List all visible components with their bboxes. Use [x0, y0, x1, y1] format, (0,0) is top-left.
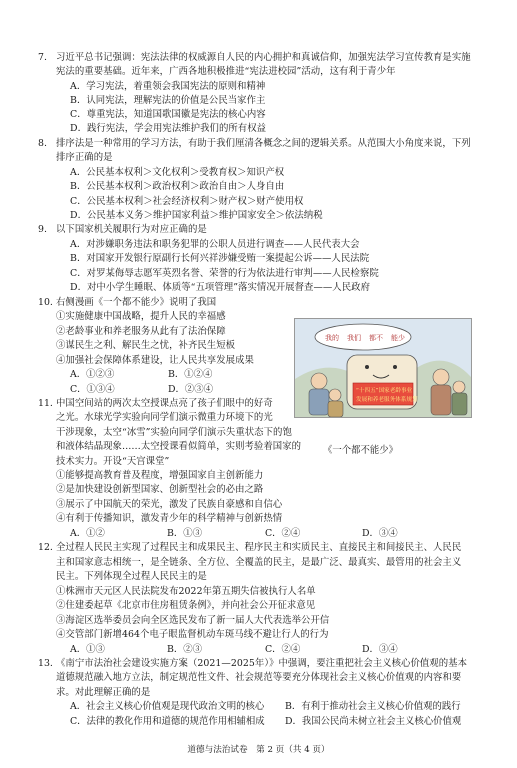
question-11-stem-line: 和液体结晶现象……太空授课看似简单，实则考验着国家的 — [56, 441, 302, 452]
question-13-number: 13. — [38, 658, 53, 669]
question-7-stem-line: 宪法的重要基础。近年来，广西各地积极推进“宪法进校园”活动，这有利于青少年 — [56, 66, 396, 77]
question-9-option-c: C．对罗某侮辱志愿军英烈名誉、荣誉的行为依法进行审判——人民检察院 — [70, 268, 379, 279]
question-11-number: 11. — [38, 398, 53, 409]
question-11-choice-c: C．②④ — [265, 528, 301, 539]
question-13-stem-line: 求。对此理解正确的是 — [56, 687, 151, 698]
question-12-choice-b: B．②③ — [167, 644, 203, 655]
question-12-statement: ①株洲市天元区人民法院发布2022年第五期失信被执行人名单 — [56, 586, 316, 597]
question-11-stem-line: 技术实力。开设“天宫课堂” — [56, 456, 170, 467]
question-9-number: 9. — [38, 224, 47, 235]
question-12-number: 12. — [38, 542, 53, 553]
question-12-stem-line: 民主。下列体现全过程人民民主的是 — [56, 571, 207, 582]
question-13-choice-b: B．有利于推动社会主义核心价值观的践行 — [285, 701, 461, 712]
question-11-stem-line: 干涉现象，太空“冰雪”实验向同学们演示失重状态下的饱 — [56, 427, 292, 438]
question-7-option-d: D．践行宪法，学会用宪法维护我们的所有权益 — [70, 123, 267, 134]
question-8-number: 8. — [38, 138, 47, 149]
question-10-stem-line: 右侧漫画《一个都不能少》说明了我国 — [56, 297, 217, 308]
question-7-option-c: C．尊重宪法，知道国歌国徽是宪法的核心内容 — [70, 109, 266, 120]
question-7-number: 7. — [38, 52, 47, 63]
question-13-choice-c: C．法律的教化作用和道德的规范作用相辅相成 — [70, 716, 265, 727]
question-9-stem-line: 以下国家机关履职行为对应正确的是 — [56, 224, 207, 235]
question-8-option-c: C．公民基本权利＞社会经济权利＞财产权＞财产使用权 — [70, 196, 304, 207]
question-11-statement: ①能够提高教育普及程度，增强国家自主创新能力 — [56, 470, 264, 481]
question-10-number: 10. — [38, 297, 53, 308]
question-12-choice-c: C．②④ — [265, 644, 301, 655]
question-10-choice-a: A．①②③ — [70, 369, 115, 380]
question-11-stem-line: 之光。水球光学实验向同学们演示微重力环境下的光 — [56, 412, 273, 423]
question-12-stem-line: 全过程人民民主实现了过程民主和成果民主、程序民主和实质民主、直接民主和间接民主、人民民 — [56, 542, 462, 553]
bubble-word: 我们 — [347, 334, 361, 342]
question-10-statement: ④加强社会保障体系建设，让人民共享发展成果 — [56, 355, 254, 366]
question-11-stem-line: 中国空间站的两次太空授课点亮了孩子们眼中的好奇 — [56, 398, 273, 409]
cartoon-title: 一个都不能少 — [332, 445, 389, 456]
bubble-word: 我的 — [325, 334, 339, 342]
question-8-stem-line: 排序法是一种常用的学习方法，有助于我们厘清各概念之间的逻辑关系。从范围大小角度来说，下列 — [56, 138, 471, 149]
question-12-stem-line: 主和国家意志相统一，是全链条、全方位、全覆盖的民主，是最广泛、最真实、最管用的社会主义 — [56, 557, 462, 568]
question-13-choice-d: D．我国公民尚未树立社会主义核心价值观 — [285, 716, 462, 727]
question-13-stem-line: 《南宁市法治社会建设实施方案（2021—2025年）》中强调，要注重把社会主义核心价值观的基本 — [56, 658, 468, 669]
question-13-stem-line: 道德规范融入地方立法，制定规范性文件、社会规范等要充分体现社会主义核心价值观的内容和要 — [56, 672, 462, 683]
question-10-choice-d: D．②③④ — [168, 384, 214, 395]
bubble-word: 能少 — [391, 334, 405, 342]
question-9-option-b: B．对国家开发银行原副行长何兴祥涉嫌受贿一案提起公诉——人民法院 — [70, 253, 370, 264]
question-11-statement: ②是加快建设创新型国家、创新型社会的必由之路 — [56, 484, 264, 495]
banner-text: “十四五”国家老龄事业 — [356, 388, 413, 394]
question-8-option-b: B．公民基本权利＞政治权利＞政治自由＞人身自由 — [70, 181, 285, 192]
question-8-stem-line: 排序正确的是 — [56, 152, 113, 163]
question-12-choice-a: A．①③ — [70, 644, 105, 655]
question-9-option-d: D．对中小学生睡眠、体质等“五项管理”落实情况开展督查——人民政府 — [70, 282, 371, 293]
question-11-choice-d: D．③④ — [362, 528, 398, 539]
question-10-choice-c: C．①③④ — [70, 384, 115, 395]
cartoon-caption: 《一个都不能少》 — [323, 445, 399, 456]
banner-text: 发展和养老服务体系规划 — [356, 397, 418, 403]
question-12-statement: ②住建委起草《北京市住房租赁条例》，并向社会公开征求意见 — [56, 600, 316, 611]
question-13-choice-a: A．社会主义核心价值观是现代政治文明的核心 — [70, 701, 265, 712]
page-footer: 道德与法治试卷 第 2 页（共 4 页） — [187, 745, 330, 755]
question-12-choice-d: D．③④ — [362, 644, 398, 655]
question-7-stem-line: 习近平总书记强调：宪法法律的权威源自人民的内心拥护和真诚信仰，加强宪法学习宣传教育是实施 — [56, 52, 471, 63]
question-8-option-a: A．公民基本权利＞文化权利＞受教育权＞知识产权 — [70, 167, 285, 178]
question-8-option-d: D．公民基本义务＞维护国家利益＞维护国家安全＞依法纳税 — [70, 210, 323, 221]
question-10-statement: ③谋民生之利、解民生之忧，补齐民生短板 — [56, 340, 236, 351]
question-11-choice-b: B．①③ — [167, 528, 203, 539]
question-9-option-a: A．对涉嫌职务违法和职务犯罪的公职人员进行调查——人民代表大会 — [70, 239, 360, 250]
question-7-option-a: A．学习宪法，着重领会我国宪法的原则和精神 — [70, 81, 266, 92]
question-10-statement: ①实施健康中国战略，提升人民的幸福感 — [56, 311, 226, 322]
bubble-word: 都不 — [369, 334, 383, 342]
question-11-statement: ④有利于传播知识，激发青少年的科学精神与创新热情 — [56, 513, 283, 524]
question-11-choice-a: A．①② — [70, 528, 105, 539]
question-10-statement: ②老龄事业和养老服务从此有了法治保障 — [56, 326, 226, 337]
question-10-choice-b: B．①②④ — [168, 369, 213, 380]
question-12-statement: ④交管部门新增464个电子眼监督机动车斑马线不避让行人的行为 — [56, 629, 329, 640]
question-7-option-b: B．认同宪法，理解宪法的价值是公民当家作主 — [70, 95, 266, 106]
question-12-statement: ③海淀区选举委员会向全区选民发布了新一届人大代表选举公开信 — [56, 615, 330, 626]
question-11-statement: ③展示了中国航天的荣光，激发了民族自豪感和自信心 — [56, 499, 283, 510]
